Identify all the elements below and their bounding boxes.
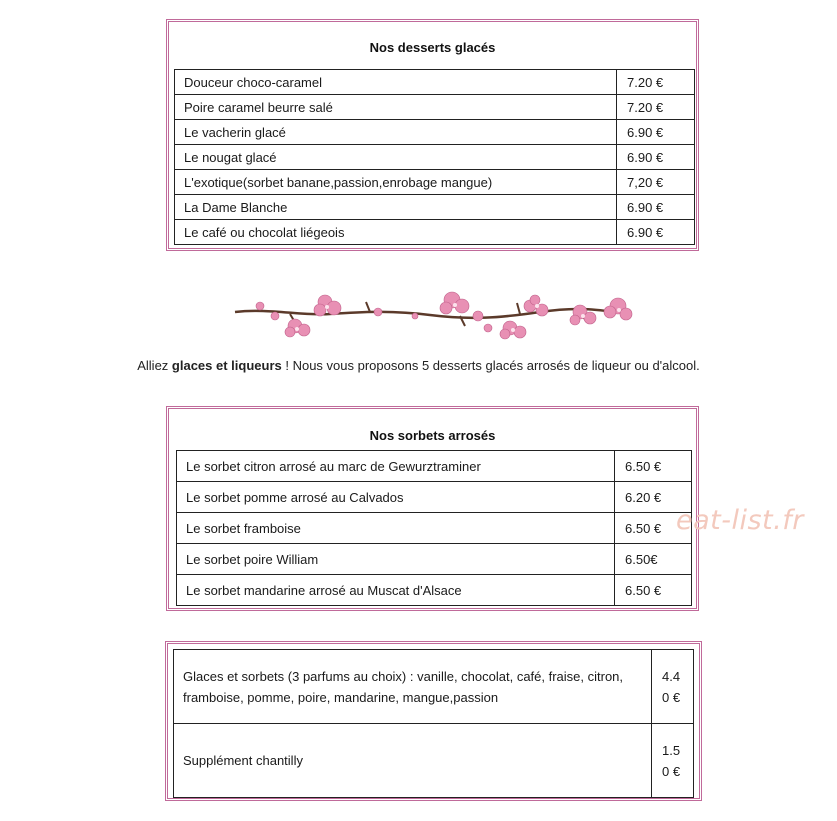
item-name-line: Glaces et sorbets (3 parfums au choix) : vanille, chocolat, café, fraise, citron,	[183, 668, 624, 684]
desserts-box	[166, 19, 699, 251]
cherry-blossom-garland	[230, 290, 635, 340]
item-price: 6.20 €	[615, 482, 692, 513]
intro-text: Alliez glaces et liqueurs ! Nous vous proposons 5 desserts glacés arrosés de liqueur ou d'alcool.	[137, 358, 700, 373]
watermark: eat-list.fr	[676, 505, 804, 536]
glaces-table	[173, 649, 694, 798]
item-price: 7.20 €	[617, 70, 695, 95]
table-row	[177, 544, 692, 575]
item-price: 6.50 €	[615, 451, 692, 482]
item-name: Le sorbet poire William	[177, 544, 615, 575]
item-name: Douceur choco-caramel	[175, 70, 617, 95]
table-row	[177, 575, 692, 606]
sorbets-table	[176, 450, 692, 606]
table-row	[177, 513, 692, 544]
table-row	[175, 120, 695, 145]
item-name: Le nougat glacé	[175, 145, 617, 170]
item-price-line: 4.4	[662, 668, 681, 684]
item-name: Le sorbet mandarine arrosé au Muscat d'Alsace	[177, 575, 615, 606]
sorbets-box	[166, 406, 699, 611]
table-row	[177, 482, 692, 513]
sorbets-title: Nos sorbets arrosés	[369, 428, 496, 443]
item-price	[652, 724, 694, 798]
item-name: Le sorbet citron arrosé au marc de Gewurztraminer	[177, 451, 615, 482]
intro-bold: glaces et liqueurs	[171, 358, 282, 373]
table-row	[175, 145, 695, 170]
item-price-line: 0 €	[662, 689, 681, 705]
table-row	[175, 95, 695, 120]
item-price: 6.50 €	[615, 513, 692, 544]
table-row	[175, 70, 695, 95]
desserts-table	[174, 69, 695, 245]
item-price: 6.90 €	[617, 120, 695, 145]
table-row	[175, 220, 695, 245]
item-name	[174, 724, 652, 798]
item-price: 7,20 €	[617, 170, 695, 195]
item-name-line: Supplément chantilly	[183, 753, 303, 768]
item-name	[174, 650, 652, 724]
item-name: Le sorbet framboise	[177, 513, 615, 544]
glaces-box	[165, 641, 702, 801]
item-name: La Dame Blanche	[175, 195, 617, 220]
desserts-title: Nos desserts glacés	[369, 40, 496, 55]
item-price: 6.90 €	[617, 145, 695, 170]
table-row	[174, 650, 694, 724]
table-row	[175, 170, 695, 195]
item-name: Poire caramel beurre salé	[175, 95, 617, 120]
item-name: Le vacherin glacé	[175, 120, 617, 145]
item-price-line: 0 €	[662, 763, 681, 779]
item-price: 6.50€	[615, 544, 692, 575]
item-name: Le sorbet pomme arrosé au Calvados	[177, 482, 615, 513]
item-price-line: 1.5	[662, 742, 681, 758]
item-name: L'exotique(sorbet banane,passion,enrobage mangue)	[175, 170, 617, 195]
item-name: Le café ou chocolat liégeois	[175, 220, 617, 245]
item-price: 7.20 €	[617, 95, 695, 120]
table-row	[177, 451, 692, 482]
item-price: 6.50 €	[615, 575, 692, 606]
item-name-line: framboise, pomme, poire, mandarine, mangue,passion	[183, 689, 499, 705]
item-price: 6.90 €	[617, 220, 695, 245]
item-price: 6.90 €	[617, 195, 695, 220]
table-row	[175, 195, 695, 220]
item-price	[652, 650, 694, 724]
table-row	[174, 724, 694, 798]
